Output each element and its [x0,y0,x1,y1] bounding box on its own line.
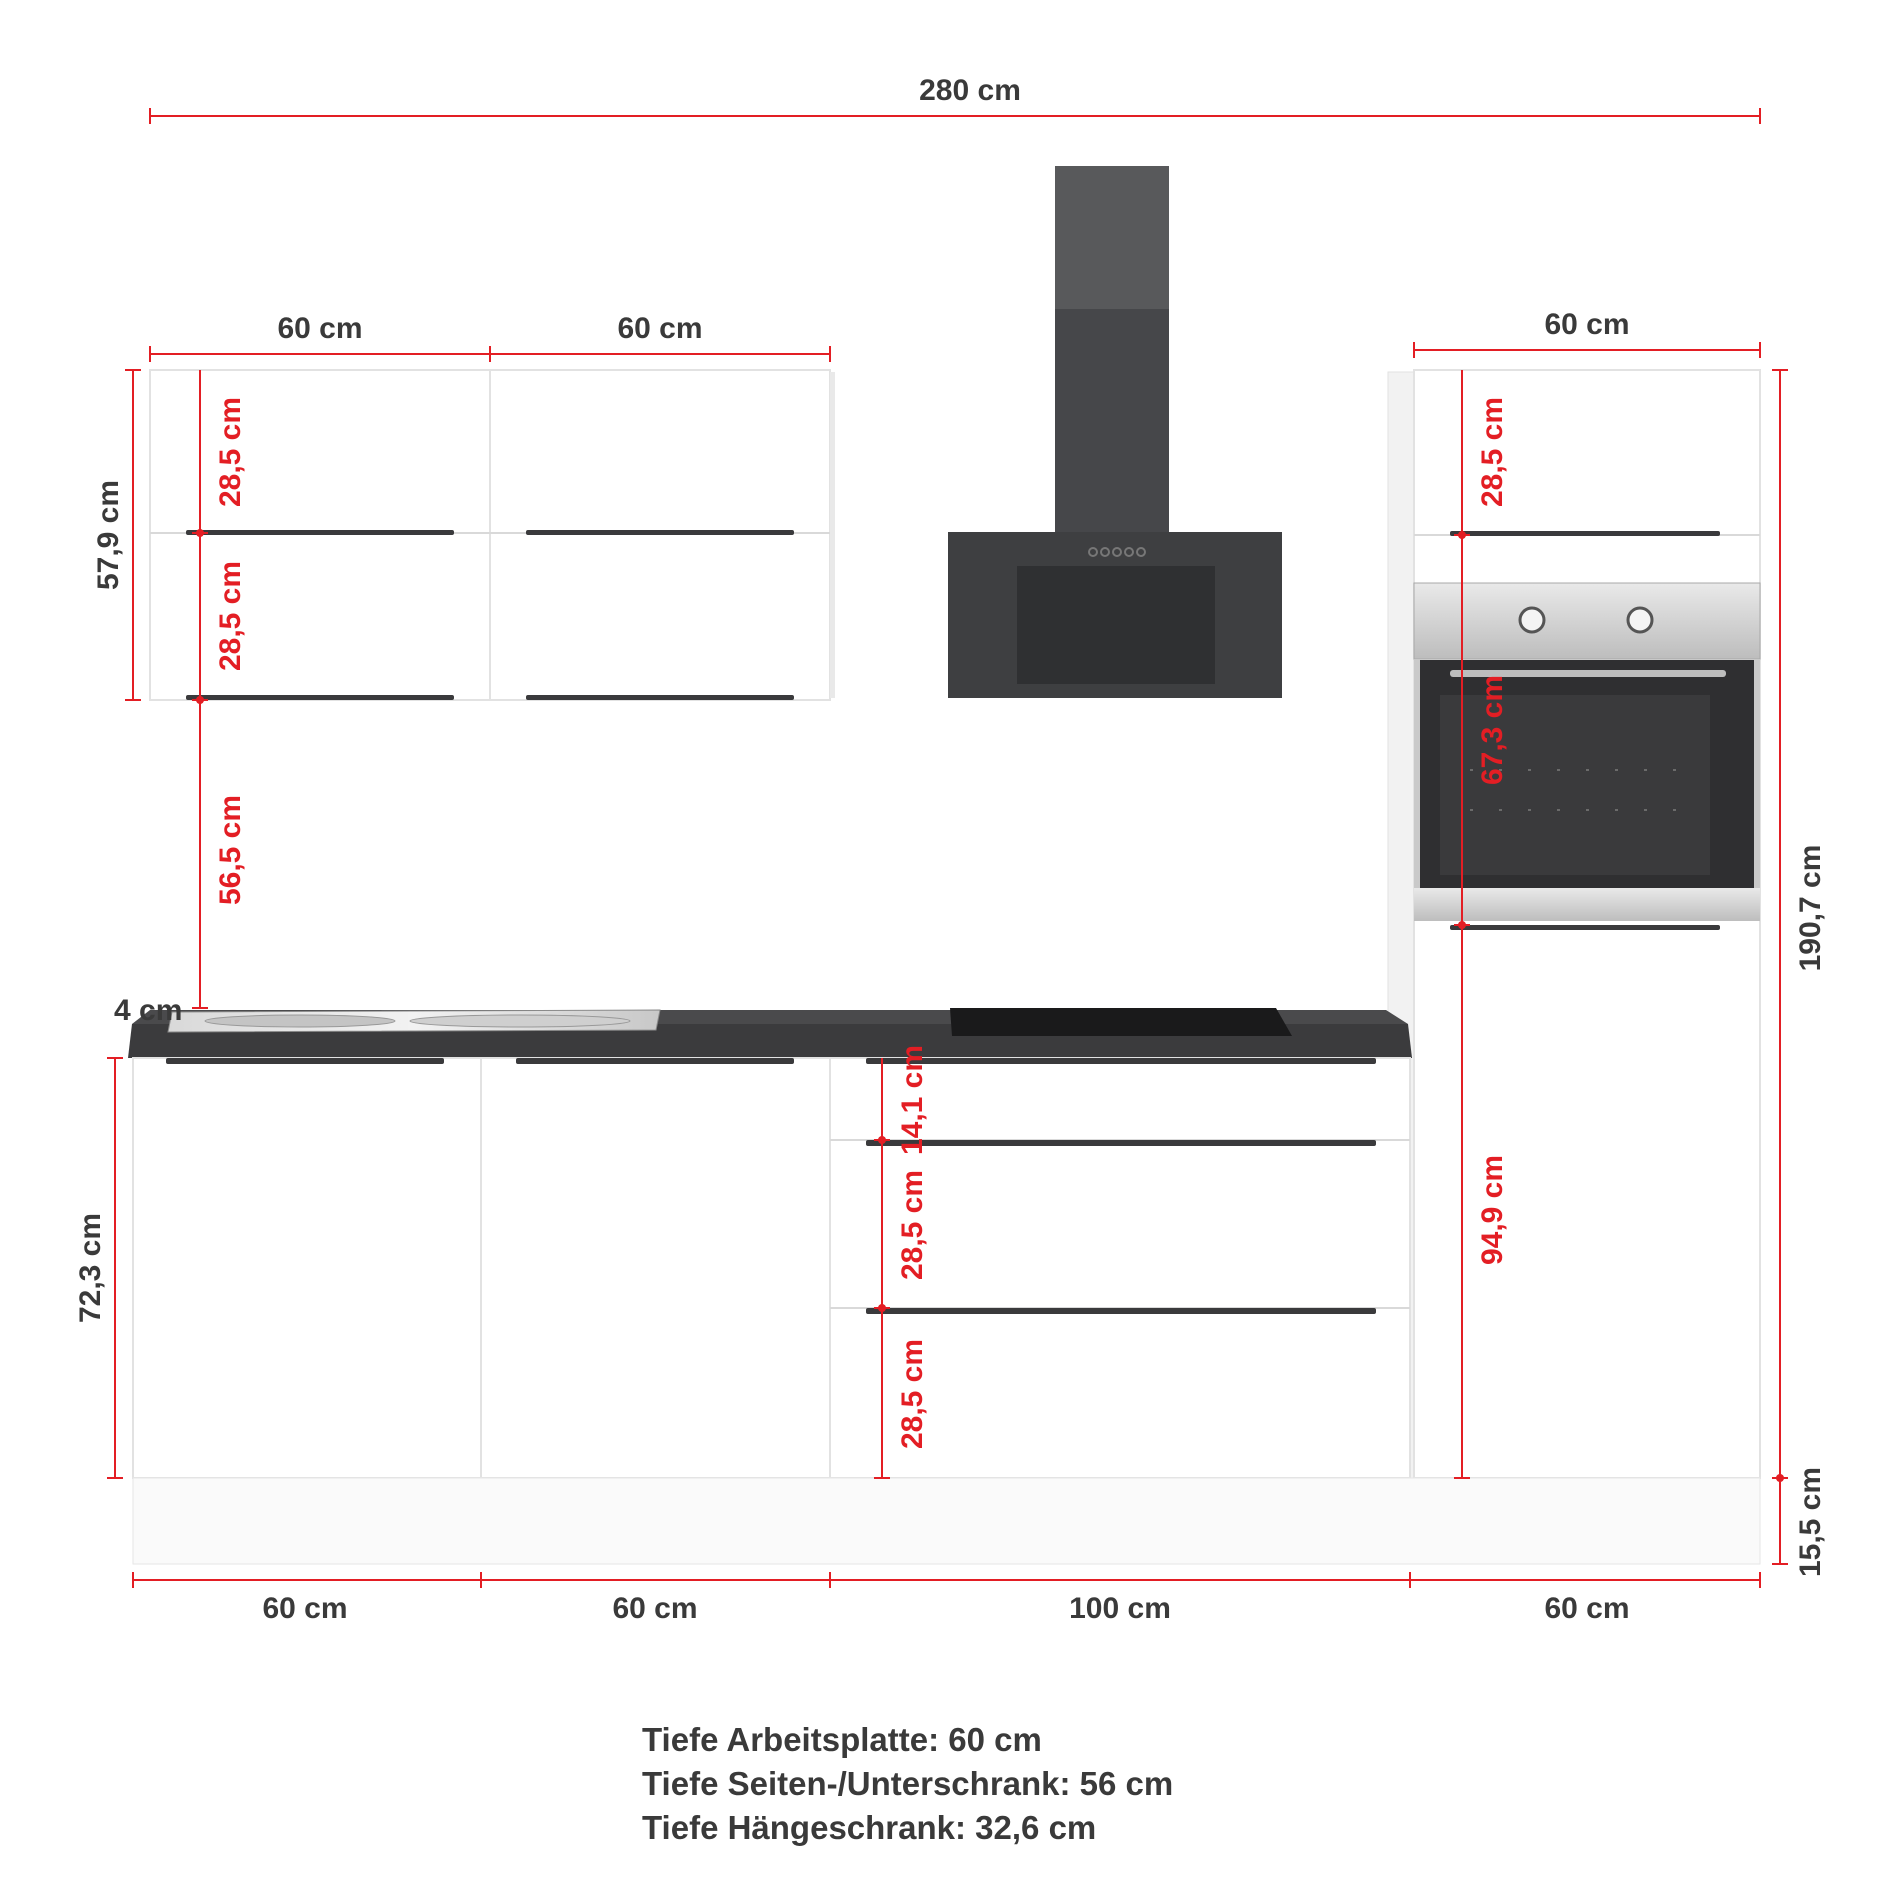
hob [950,1008,1292,1036]
label-tall-top-door-height: 28,5 cm [1476,396,1509,508]
base-handle [866,1058,1376,1064]
label-tall-total-height: 190,7 cm [1794,844,1827,972]
label-drawer-bottom-height: 28,5 cm [896,1338,929,1450]
tall-cabinet [1388,370,1760,1526]
label-gap-height: 56,5 cm [214,794,247,906]
base-handle [166,1058,444,1064]
plinth [133,1478,1760,1564]
worktop [128,1008,1412,1058]
extractor-hood [948,166,1282,698]
label-base-width-1: 60 cm [262,1592,348,1625]
depth-notes [642,1718,1173,1850]
label-wall-cabinet-2-width: 60 cm [617,312,703,345]
wall-handle [186,530,454,535]
wall-handle [186,695,454,700]
label-base-width-2: 60 cm [612,1592,698,1625]
wall-cabinets [150,370,835,700]
label-worktop-thickness: 4 cm [114,994,183,1027]
label-wall-cabinet-height: 57,9 cm [92,479,125,591]
label-wall-cabinet-1-width: 60 cm [277,312,363,345]
label-base-width-3: 100 cm [1069,1592,1171,1625]
base-handle [516,1058,794,1064]
label-plinth-height: 15,5 cm [1794,1466,1827,1578]
label-tall-bottom-door-height: 94,9 cm [1476,1154,1509,1266]
label-oven-niche-height: 67,3 cm [1476,674,1509,786]
label-drawer-mid-height: 28,5 cm [896,1169,929,1281]
drawer-handle [866,1308,1376,1314]
label-wall-door-bottom-height: 28,5 cm [214,560,247,672]
label-drawer-top-height: 14,1 cm [896,1044,929,1156]
oven [1414,583,1760,921]
sink [168,1010,660,1032]
tall-handle [1450,531,1720,536]
label-wall-door-top-height: 28,5 cm [214,396,247,508]
label-base-height: 72,3 cm [74,1212,107,1324]
drawer-handle [866,1140,1376,1146]
wall-handle [526,530,794,535]
note-base-depth: Tiefe Seiten-/Unterschrank: 56 cm [642,1765,1174,1802]
note-worktop-depth: Tiefe Arbeitsplatte: 60 cm [642,1721,1042,1758]
label-total-width: 280 cm [919,74,1021,107]
tall-handle [1450,925,1720,930]
oven-knob [1520,608,1544,632]
note-wall-depth: Tiefe Hängeschrank: 32,6 cm [642,1809,1097,1846]
oven-knob [1628,608,1652,632]
label-tall-cabinet-width: 60 cm [1544,308,1630,341]
label-base-width-4: 60 cm [1544,1592,1630,1625]
wall-handle [526,695,794,700]
